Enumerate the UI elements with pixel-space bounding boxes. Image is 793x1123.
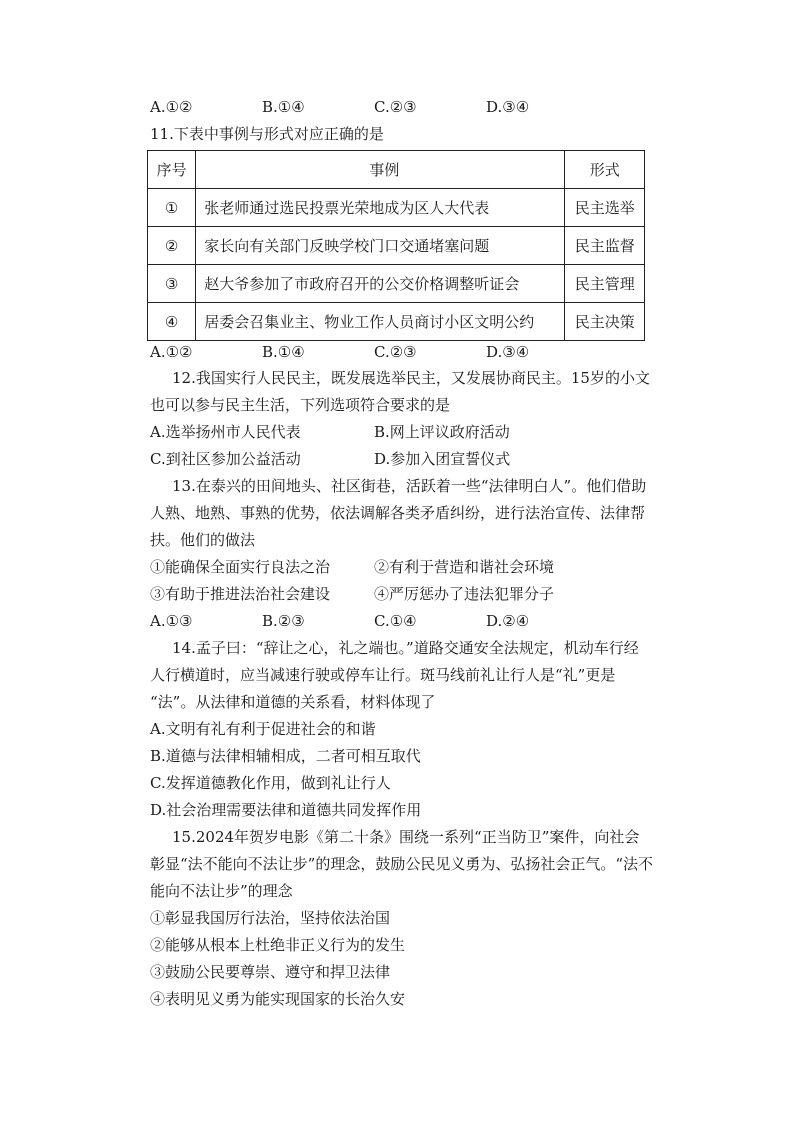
q11-option-b: B.①④ <box>262 343 305 361</box>
q10-option-b: B.①④ <box>262 98 305 116</box>
q15-stem-line: 15.2024年贺岁电影《第二十条》围绕一系列“正当防卫”案件，向社会 <box>172 828 640 846</box>
q13-stem-line: 扶。他们的做法 <box>150 531 256 549</box>
table-row <box>148 227 645 265</box>
q12-stem-line: 也可以参与民主生活，下列选项符合要求的是 <box>150 396 451 414</box>
table-cell: 民主决策 <box>565 303 645 341</box>
q13-option-a: A.①③ <box>150 612 193 630</box>
q11-option-d: D.③④ <box>486 343 530 361</box>
q13-statement-2: ②有利于营造和谐社会环境 <box>374 558 555 576</box>
q12-option-d: D.参加入团宣誓仪式 <box>374 450 511 468</box>
q12-option-a: A.选举扬州市人民代表 <box>150 423 301 441</box>
table-cell: 家长向有关部门反映学校门口交通堵塞问题 <box>196 227 565 265</box>
table-cell: 赵大爷参加了市政府召开的公交价格调整听证会 <box>196 265 565 303</box>
table-row <box>148 303 645 341</box>
table-header-cell: 序号 <box>148 151 196 189</box>
table-cell: 张老师通过选民投票光荣地成为区人大代表 <box>196 189 565 227</box>
q10-option-a: A.①② <box>150 98 193 116</box>
table-row <box>148 189 645 227</box>
table-header-cell: 事例 <box>196 151 565 189</box>
q13-statement-4: ④严厉惩办了违法犯罪分子 <box>374 585 555 603</box>
q14-option-c: C.发挥道德教化作用，做到礼让行人 <box>150 774 391 792</box>
table-cell: 居委会召集业主、物业工作人员商讨小区文明公约 <box>196 303 565 341</box>
q15-stem-line: 能向不法让步”的理念 <box>150 882 293 900</box>
q14-option-a: A.文明有礼有利于促进社会的和谐 <box>150 720 376 738</box>
q11-stem: 11.下表中事例与形式对应正确的是 <box>150 125 384 143</box>
q14-option-b: B.道德与法律相辅相成，二者可相互取代 <box>150 747 421 765</box>
table-cell: 民主监督 <box>565 227 645 265</box>
table-header-row <box>148 151 645 189</box>
q10-option-c: C.②③ <box>374 98 417 116</box>
q12-stem-line: 12.我国实行人民民主，既发展选举民主，又发展协商民主。15岁的小文 <box>172 369 650 387</box>
table-cell: ② <box>148 227 196 265</box>
q11-option-c: C.②③ <box>374 343 417 361</box>
q15-stem-line: 彰显“法不能向不法让步”的理念，鼓励公民见义勇为、弘扬社会正气。“法不 <box>150 855 654 873</box>
table-cell: 民主选举 <box>565 189 645 227</box>
q13-statement-1: ①能确保全面实行良法之治 <box>150 558 331 576</box>
q12-option-b: B.网上评议政府活动 <box>374 423 510 441</box>
table-cell: ① <box>148 189 196 227</box>
q14-option-d: D.社会治理需要法律和道德共同发挥作用 <box>150 801 422 819</box>
q13-option-d: D.②④ <box>486 612 530 630</box>
q14-stem-line: “法”。从法律和道德的关系看，材料体现了 <box>150 693 436 711</box>
q14-stem-line: 14.孟子曰：“辞让之心，礼之端也。”道路交通安全法规定，机动车行经 <box>172 639 639 657</box>
q11-option-a: A.①② <box>150 343 193 361</box>
q13-stem-line: 13.在泰兴的田间地头、社区街巷，活跃着一些“法律明白人”。他们借助 <box>172 477 647 495</box>
q15-statement-3: ③鼓励公民要尊崇、遵守和捍卫法律 <box>150 963 391 981</box>
q10-option-d: D.③④ <box>486 98 530 116</box>
table-cell: 民主管理 <box>565 265 645 303</box>
table-cell: ④ <box>148 303 196 341</box>
q13-option-b: B.②③ <box>262 612 305 630</box>
q14-stem-line: 人行横道时，应当减速行驶或停车让行。斑马线前礼让行人是“礼”更是 <box>150 666 616 684</box>
q15-statement-4: ④表明见义勇为能实现国家的长治久安 <box>150 990 406 1008</box>
q12-option-c: C.到社区参加公益活动 <box>150 450 301 468</box>
q13-statement-3: ③有助于推进法治社会建设 <box>150 585 331 603</box>
table-header-cell: 形式 <box>565 151 645 189</box>
table-row <box>148 265 645 303</box>
q11-table <box>147 150 645 341</box>
table-cell: ③ <box>148 265 196 303</box>
q13-option-c: C.①④ <box>374 612 417 630</box>
q15-statement-1: ①彰显我国厉行法治，坚持依法治国 <box>150 909 391 927</box>
q15-statement-2: ②能够从根本上杜绝非正义行为的发生 <box>150 936 406 954</box>
q13-stem-line: 人熟、地熟、事熟的优势，依法调解各类矛盾纠纷，进行法治宣传、法律帮 <box>150 504 646 522</box>
